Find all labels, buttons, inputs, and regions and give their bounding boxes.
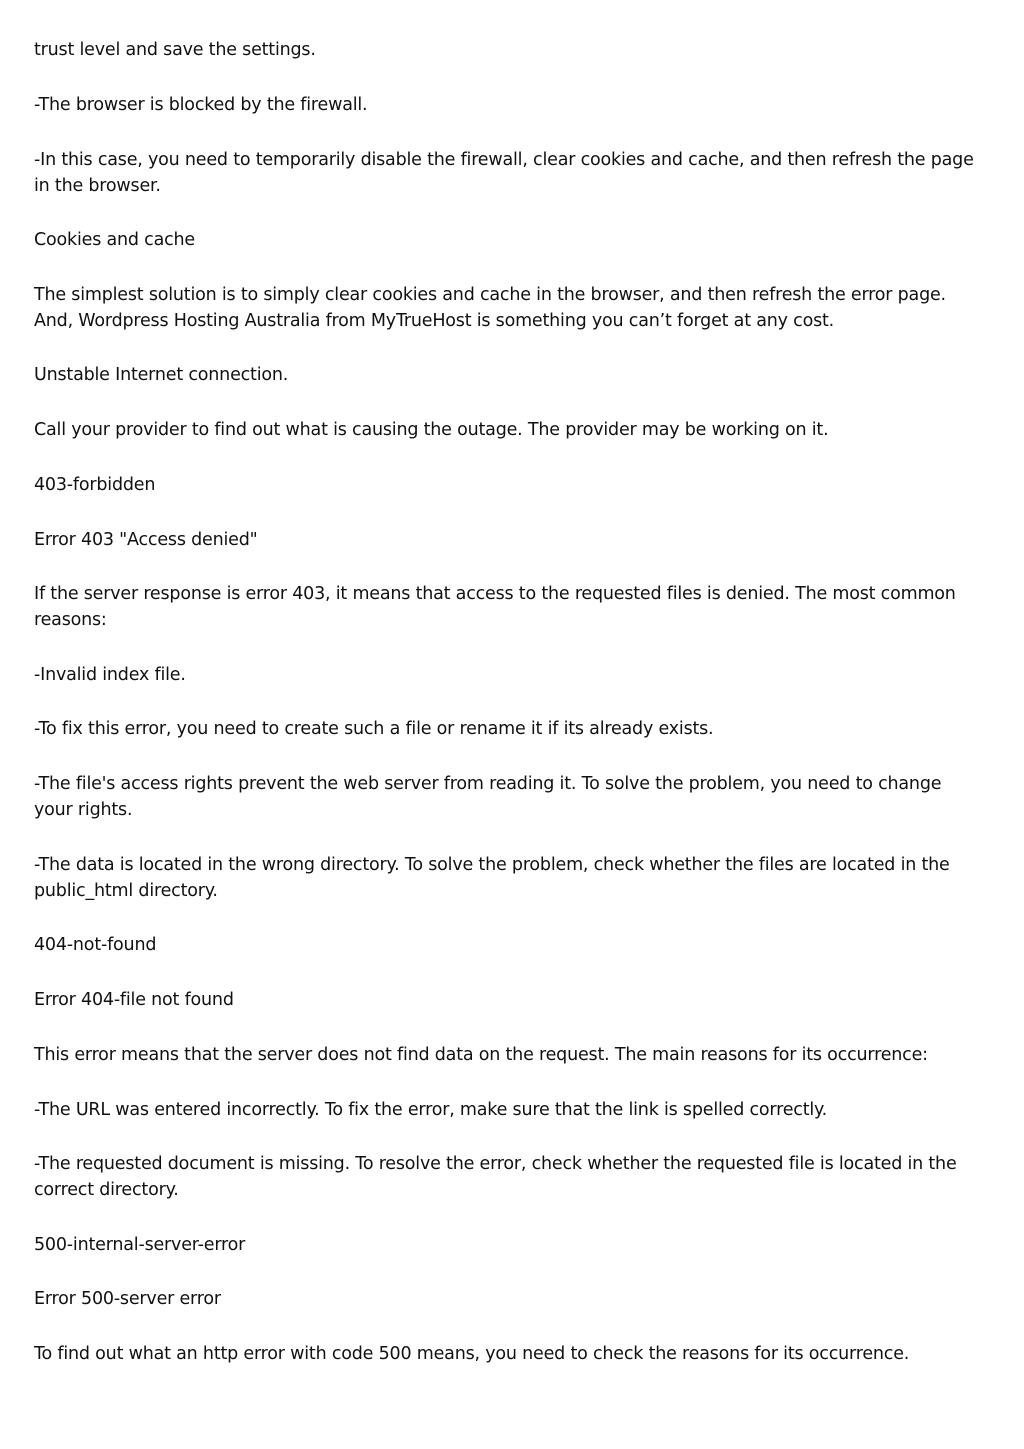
paragraph-url-incorrect: -The URL was entered incorrectly. To fix the error, make sure that the link is spelled correctly. <box>34 1100 828 1120</box>
heading-404-not-found: 404-not-found <box>34 935 157 955</box>
paragraph-trust-level: trust level and save the settings. <box>34 40 316 60</box>
paragraph-create-file: -To fix this error, you need to create such a file or rename it if its already exists. <box>34 719 714 739</box>
paragraph-document-missing: -The requested document is missing. To resolve the error, check whether the requested file is located in the correct directory. <box>34 1154 957 1200</box>
heading-unstable-connection: Unstable Internet connection. <box>34 365 289 385</box>
heading-error-500: Error 500-server error <box>34 1289 221 1309</box>
paragraph-403-explanation: If the server response is error 403, it means that access to the requested files is denied. The most common reasons: <box>34 584 956 630</box>
paragraph-404-explanation: This error means that the server does not find data on the request. The main reasons for its occurrence: <box>34 1045 928 1065</box>
paragraph-call-provider: Call your provider to find out what is causing the outage. The provider may be working on it. <box>34 420 829 440</box>
paragraph-firewall-blocked: -The browser is blocked by the firewall. <box>34 95 368 115</box>
paragraph-500-explanation: To find out what an http error with code 500 means, you need to check the reasons for its occurrence. <box>34 1344 910 1364</box>
heading-403-forbidden: 403-forbidden <box>34 475 156 495</box>
paragraph-invalid-index: -Invalid index file. <box>34 665 186 685</box>
paragraph-access-rights: -The file's access rights prevent the web server from reading it. To solve the problem, you need to change your rights. <box>34 774 942 820</box>
paragraph-clear-cookies: The simplest solution is to simply clear cookies and cache in the browser, and then refresh the error page. And, Wordpress Hosting Australia from MyTrueHost is something you can’t forget at any cost. <box>34 285 946 331</box>
heading-error-403: Error 403 "Access denied" <box>34 530 258 550</box>
heading-500-internal-error: 500-internal-server-error <box>34 1235 246 1255</box>
paragraph-wrong-directory: -The data is located in the wrong directory. To solve the problem, check whether the files are located in the public_html directory. <box>34 855 950 901</box>
paragraph-disable-firewall: -In this case, you need to temporarily disable the firewall, clear cookies and cache, and then refresh the page in the browser. <box>34 150 974 196</box>
heading-cookies-cache: Cookies and cache <box>34 230 195 250</box>
heading-error-404: Error 404-file not found <box>34 990 234 1010</box>
